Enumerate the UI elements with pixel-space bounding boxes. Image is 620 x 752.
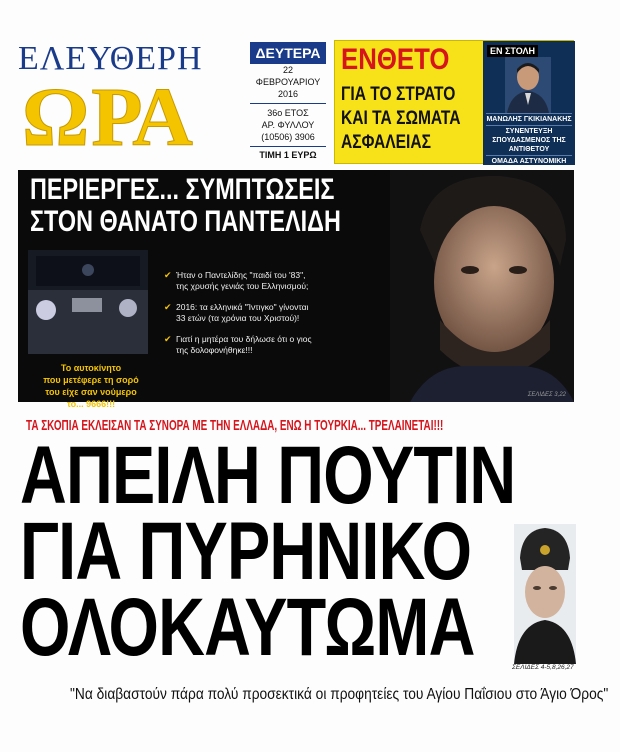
masthead-title-logo: ΩΡΑ <box>22 71 195 164</box>
story-bullet-list <box>164 270 314 366</box>
issue-date: 22 ΦΕΒΡΟΥΑΡΙΟΥ <box>255 65 321 87</box>
info-divider <box>250 146 326 147</box>
insert-caption-line: ΣΥΝΕΝΤΕΥΞΗ ΣΠΟΥΔΑΣΜΕΝΟΣ ΤΗΣ ΑΝΤΙΘΕΤΟΥ <box>486 125 572 155</box>
insert-subtitle-line: ΑΣΦΑΛΕΙΑΣ <box>341 132 431 153</box>
sheet-number: (10506) 3906 <box>261 132 315 142</box>
insert-cover-photo <box>483 41 575 165</box>
insert-tag: ΕΝ ΣΤΟΛΗ <box>487 45 538 57</box>
main-headline-line: ΓΙΑ ΠΥΡΗΝΙΚΟ <box>20 506 472 597</box>
story-headline <box>30 174 341 238</box>
masthead-info <box>250 42 326 160</box>
insert-promo-box <box>334 40 574 164</box>
insert-title: ΕΝΘΕΤΟ <box>341 43 450 76</box>
story-bullet-text: Γιατί η μητέρα του δήλωσε ότι ο γιος της δολοφονήθηκε!!! <box>176 334 312 355</box>
story-bullet-text: 2016: τα ελληνικά "Ίντιγκο" γίνονται 33 ετών (τα χρόνια του Χριστού)! <box>176 302 309 323</box>
story-pages-reference: ΣΕΛΙΔΕΣ 3,22 <box>527 392 566 398</box>
singer-portrait-photo <box>390 170 574 402</box>
main-headline <box>20 430 530 673</box>
hearse-caption <box>22 362 160 410</box>
edition-year: 36ο ΕΤΟΣ <box>267 108 309 118</box>
checkmark-icon: ✔ <box>164 302 172 312</box>
masthead-title-top: ΕΛΕΥΘΕΡΗ <box>18 40 203 77</box>
main-quote: "Να διαβαστούν πάρα πολύ προσεκτικά οι προφητείες του Αγίου Παΐσιου στο Άγιο Όρος" <box>70 686 609 703</box>
kicker-line: ΤΑ ΣΚΟΠΙΑ ΕΚΛΕΙΣΑΝ ΤΑ ΣΥΝΟΡΑ ΜΕ ΤΗΝ ΕΛΛΑΔΑ, ΕΝΩ Η ΤΟΥΡΚΙΑ... ΤΡΕΛΑΙΝΕΤΑΙ!!! <box>26 417 444 434</box>
story-bullet <box>164 302 314 324</box>
main-headline-line: ΟΛΟΚΑΥΤΩΜΑ <box>20 582 475 673</box>
officer-portrait-icon <box>505 57 551 113</box>
price-label: ΤΙΜΗ 1 ΕΥΡΩ <box>259 150 317 160</box>
checkmark-icon: ✔ <box>164 334 172 344</box>
info-divider <box>250 103 326 104</box>
insert-subtitle <box>341 83 461 155</box>
insert-name: ΜΑΝΩΛΗΣ ΓΚΙΚΙΑΝΑΚΗΣ <box>486 113 572 125</box>
story-bullet <box>164 270 314 292</box>
insert-subtitle-line: ΓΙΑ ΤΟ ΣΤΡΑΤΟ <box>341 84 456 105</box>
story-bullet <box>164 334 314 356</box>
sheet-label: ΑΡ. ΦΥΛΛΟΥ <box>261 120 315 130</box>
hearse-caption-line: το... 9666!!! <box>66 399 116 409</box>
story-bullet-text: Ήταν ο Παντελίδης "παιδί του '83", της χρυσής γενιάς του Ελληνισμού; <box>176 270 309 291</box>
masthead <box>18 40 328 164</box>
story-panel <box>18 170 574 409</box>
issue-year: 2016 <box>277 89 299 99</box>
hearse-caption-line: που μετέφερε τη σορό <box>43 375 139 385</box>
checkmark-icon: ✔ <box>164 270 172 280</box>
insert-caption-line: ΟΜΑΔΑ ΑΣΤΥΝΟΜΙΚΗ <box>486 155 572 176</box>
story-headline-line: ΣΤΟΝ ΘΑΝΑΤΟ ΠΑΝΤΕΛΙΔΗ <box>30 205 341 238</box>
putin-portrait-photo <box>514 524 576 664</box>
hearse-photo <box>28 250 148 354</box>
main-pages-reference: ΣΕΛΙΔΕΣ 4-5,8,26,27 <box>512 664 574 671</box>
insert-subtitle-line: ΚΑΙ ΤΑ ΣΩΜΑΤΑ <box>341 108 461 129</box>
main-headline-line: ΑΠΕΙΛΗ ΠΟΥΤΙΝ <box>20 430 516 521</box>
hearse-caption-line: Το αυτοκίνητο <box>60 363 122 373</box>
story-headline-line: ΠΕΡΙΕΡΓΕΣ... ΣΥΜΠΤΩΣΕΙΣ <box>30 173 335 206</box>
day-label: ΔΕΥΤΕΡΑ <box>250 42 326 64</box>
hearse-caption-line: του είχε σαν νούμερο <box>45 387 137 397</box>
